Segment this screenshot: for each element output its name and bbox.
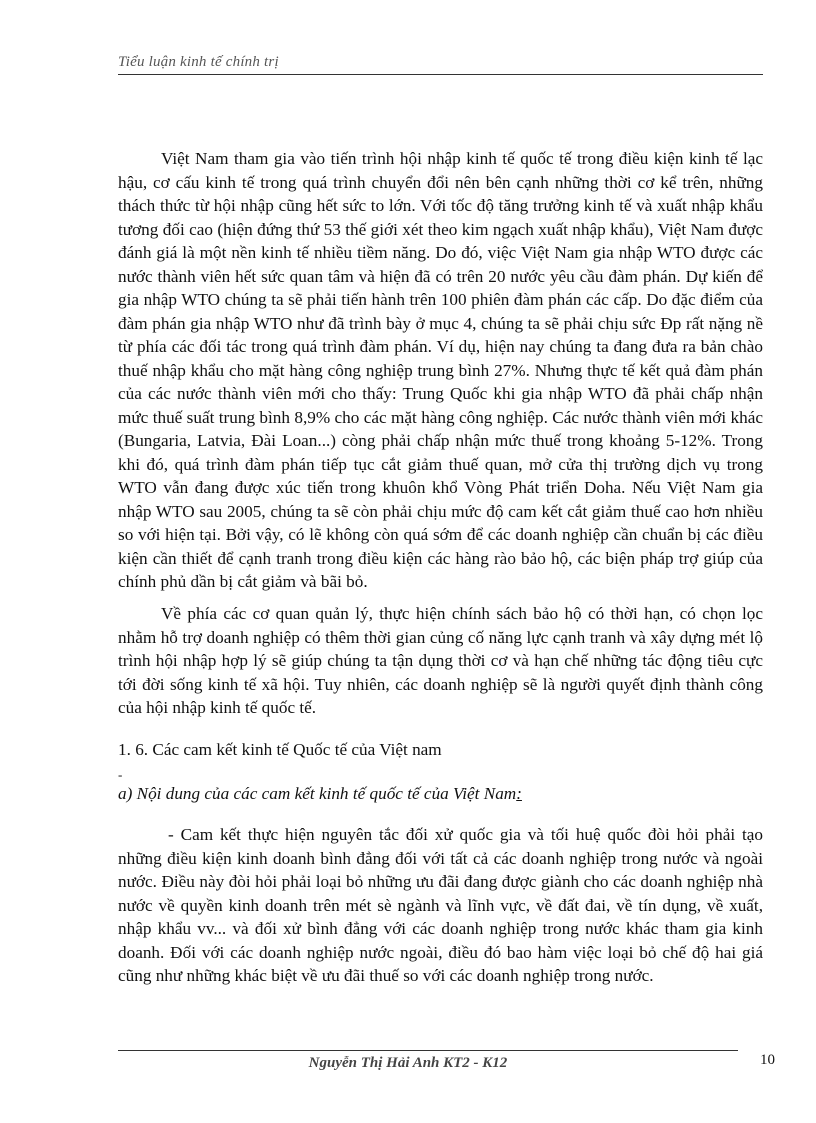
body-paragraph-3: - Cam kết thực hiện nguyên tắc đối xử quốc gia và tối huệ quốc đòi hỏi phải tạo những điều kiện kinh doanh bình đẳng đối với tất cả các doanh nghiệp trong nước và ngoài nước. Điều này đòi hỏi phải loại bỏ những ưu đãi đang được giành cho các doanh nghiệp nhà nước về quyền kinh doanh trên mét sè ngành và lĩnh vực, về đất đai, về tín dụng, về xuất, nhập khẩu vv... và đối xử bình đẳng với các doanh nghiệp trong nước khác tham gia kinh doanh. Đối với các doanh nghiệp nước ngoài, điều đó bao hàm việc loại bỏ chế độ hai giá cũng như những khác biệt về ưu đãi thuế so với các doanh nghiệp trong nước. bbox=[118, 825, 763, 985]
sub-heading-text: a) Nội dung của các cam kết kinh tế quốc tế của Việt Nam bbox=[118, 784, 517, 803]
page-header bbox=[118, 52, 763, 75]
sub-heading-colon: : bbox=[516, 784, 522, 803]
sub-heading bbox=[118, 782, 522, 805]
footer-author: Nguyễn Thị Hải Anh KT2 - K12 bbox=[308, 1055, 508, 1071]
body-paragraph-1: Việt Nam tham gia vào tiến trình hội nhập kinh tế quốc tế trong điều kiện kinh tế lạc hậu, cơ cấu kinh tế trong quá trình chuyển đổi nên bên cạnh những thời cơ kể trên, những thách thức từ hội nhập cũng hết sức to lớn. Với tốc độ tăng trưởng kinh tế và xuất nhập khẩu tương đối cao (hiện đứng thứ 53 thế giới xét theo kim ngạch xuất nhập khẩu), Việt Nam được đánh giá là một nền kinh tế nhiều tiềm năng. Do đó, việc Việt Nam gia nhập WTO được các nước thành viên hết sức quan tâm và hiện đã có trên 20 nước yêu cầu đàm phán. Dự kiến để gia nhập WTO chúng ta sẽ phải tiến hành trên 100 phiên đàm phán các cấp. Do đặc điểm của đàm phán gia nhập WTO như đã trình bày ở mục 4, chúng ta sẽ phải chịu sức Đp rất nặng nề từ phía các đối tác trong quá trình đàm phán. Ví dụ, hiện nay chúng ta đang đưa ra bản chào thuế nhập khẩu cho mặt hàng công nghiệp trung bình 27%. Nhưng thực tế kết quả đàm phán của các nước thành viên mới cho thấy: Trung Quốc khi gia nhập WTO đã phải chấp nhận mức thuế suất trung bình 8,9% cho các mặt hàng công nghiệp. Các nước thành viên mới khác (Bungaria, Latvia, Đài Loan...) còng phải chấp nhận mức thuế trong khoảng 5-12%. Trong khi đó, quá trình đàm phán tiếp tục cắt giảm thuế quan, mở cửa thị trường dịch vụ trong WTO vẫn đang được xúc tiến trong khuôn khổ Vòng Phát triển Doha. Nếu Việt Nam gia nhập WTO sau 2005, chúng ta sẽ còn phải chịu mức độ cam kết cắt giảm thuế cao hơn nhiều so với hiện tại. Bởi vậy, có lẽ không còn quá sớm để các doanh nghiệp cần chuẩn bị các điều kiện cần thiết để cạnh tranh trong điều kiện các hàng rào bảo hộ, các biện pháp trợ giúp của chính phủ dần bị cắt giảm và bãi bỏ. bbox=[118, 149, 763, 591]
footer-divider bbox=[118, 1050, 738, 1051]
body-paragraph-2: Về phía các cơ quan quản lý, thực hiện chính sách bảo hộ có thời hạn, có chọn lọc nhằm hỗ trợ doanh nghiệp có thêm thời gian củng cố năng lực cạnh tranh và xây dựng mét lộ trình hội nhập hợp lý sẽ giúp chúng ta tận dụng thời cơ và hạn chế những tác động tiêu cực tới đời sống kinh tế xã hội. Tuy nhiên, các doanh nghiệp sẽ là người quyết định thành công của hội nhập kinh tế quốc tế. bbox=[118, 604, 763, 717]
section-heading: 1. 6. Các cam kết kinh tế Quốc tế của Việt nam bbox=[118, 740, 442, 759]
dash-mark: - bbox=[118, 767, 123, 782]
page-number: 10 bbox=[760, 1052, 775, 1068]
header-title: Tiểu luận kinh tế chính trị bbox=[118, 54, 279, 70]
